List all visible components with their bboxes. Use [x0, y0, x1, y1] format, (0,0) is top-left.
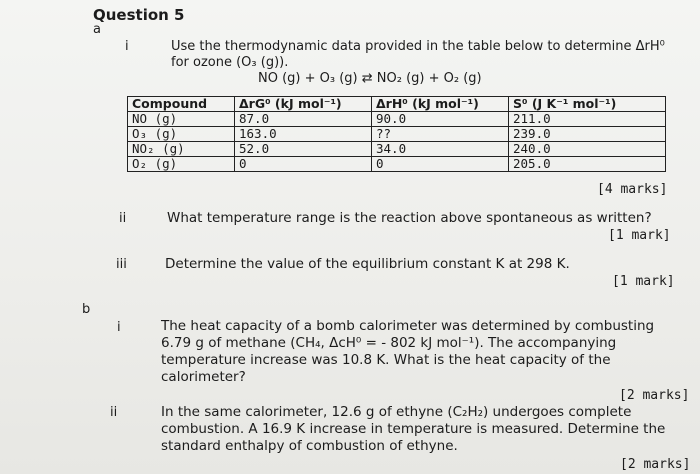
- part-b-ii-marks: [2 marks]: [620, 457, 691, 472]
- table-cell: 90.0: [372, 112, 509, 127]
- table-cell: 211.0: [509, 112, 666, 127]
- table-row: [128, 127, 666, 142]
- table-header-row: [128, 97, 666, 112]
- part-a-ii-text: What temperature range is the reaction above spontaneous as written?: [167, 210, 652, 226]
- table-cell: 205.0: [509, 157, 666, 172]
- header-entropy: S⁰ (J K⁻¹ mol⁻¹): [509, 97, 666, 112]
- part-b-i-line: calorimeter?: [161, 369, 246, 385]
- header-compound: Compound: [128, 97, 235, 112]
- part-b-ii-line: combustion. A 16.9 K increase in temperature is measured. Determine the: [161, 421, 666, 437]
- part-a-ii-label: ii: [119, 211, 127, 226]
- header-enthalpy: ΔrH⁰ (kJ mol⁻¹): [372, 97, 509, 112]
- table-cell: 239.0: [509, 127, 666, 142]
- part-b-i-line: The heat capacity of a bomb calorimeter was determined by combusting: [161, 318, 655, 334]
- table-cell: 0: [235, 157, 372, 172]
- part-a-iii-marks: [1 mark]: [612, 274, 675, 289]
- thermodynamic-data-table: [127, 96, 666, 172]
- part-a-iii-text: Determine the value of the equilibrium constant K at 298 K.: [165, 256, 570, 272]
- table-cell: 34.0: [372, 142, 509, 157]
- part-a-iii-label: iii: [116, 257, 127, 272]
- part-b-ii-line: standard enthalpy of combustion of ethyne.: [161, 438, 458, 454]
- table-cell: NO₂ (g): [128, 142, 235, 157]
- header-gibbs: ΔrG⁰ (kJ mol⁻¹): [235, 97, 372, 112]
- part-a-ii-marks: [1 mark]: [608, 228, 671, 243]
- part-b-label: b: [82, 302, 91, 317]
- part-b-ii-label: ii: [110, 405, 118, 420]
- part-a-i-marks: [4 marks]: [597, 182, 668, 197]
- table-cell: 0: [372, 157, 509, 172]
- part-a-label: a: [93, 22, 101, 37]
- part-b-i-line: 6.79 g of methane (CH₄, ΔcH⁰ = - 802 kJ mol⁻¹). The accompanying: [161, 335, 617, 351]
- table-cell: O₂ (g): [128, 157, 235, 172]
- part-a-i-line2: for ozone (O₃ (g)).: [171, 55, 289, 70]
- part-a-i-line1: Use the thermodynamic data provided in the table below to determine ΔrH⁰: [171, 39, 665, 54]
- part-b-i-marks: [2 marks]: [619, 388, 690, 403]
- table-cell: 163.0: [235, 127, 372, 142]
- table-cell: O₃ (g): [128, 127, 235, 142]
- table-row: [128, 112, 666, 127]
- question-title: Question 5: [93, 6, 185, 24]
- part-b-i-label: i: [117, 320, 121, 335]
- table-row: [128, 157, 666, 172]
- table-cell: 52.0: [235, 142, 372, 157]
- part-b-ii-line: In the same calorimeter, 12.6 g of ethyne (C₂H₂) undergoes complete: [161, 404, 632, 420]
- table-cell: 240.0: [509, 142, 666, 157]
- table-cell: 87.0: [235, 112, 372, 127]
- table-cell: ??: [372, 127, 509, 142]
- table-cell: NO (g): [128, 112, 235, 127]
- part-a-i-label: i: [125, 39, 129, 54]
- table-row: [128, 142, 666, 157]
- part-b-i-line: temperature increase was 10.8 K. What is the heat capacity of the: [161, 352, 611, 368]
- reaction-equation: NO (g) + O₃ (g) ⇄ NO₂ (g) + O₂ (g): [258, 71, 482, 86]
